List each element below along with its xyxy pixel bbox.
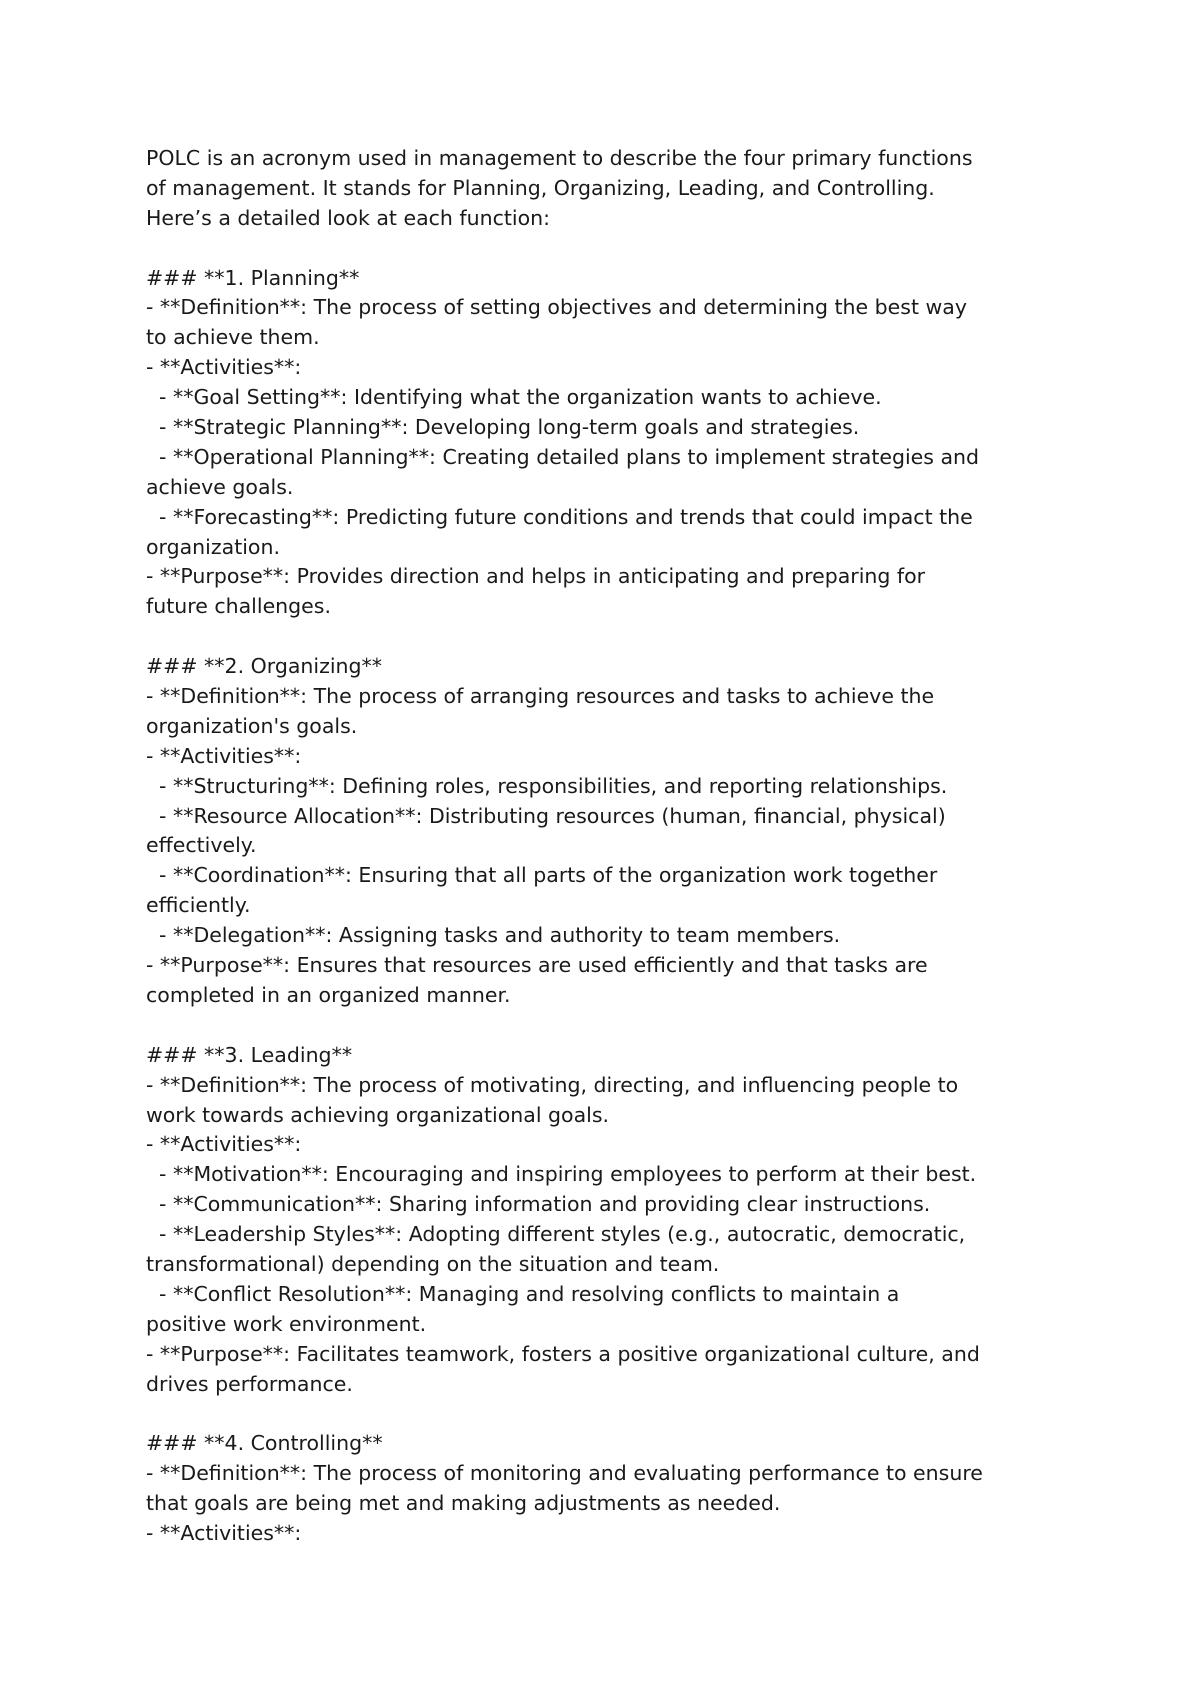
bullet-line: - **Purpose**: Provides direction and helps in anticipating and preparing for (146, 564, 926, 589)
blank-line (146, 234, 1076, 264)
text-line: completed in an organized manner. (146, 982, 511, 1007)
bullet-line: - **Activities**: (146, 355, 302, 380)
text-line: achieve goals. (146, 474, 294, 499)
text-line: organization. (146, 534, 280, 559)
text-line: Here’s a detailed look at each function: (146, 205, 551, 230)
text-line: of management. It stands for Planning, Organizing, Leading, and Controlling. (146, 175, 935, 200)
sub-bullet-line: - **Delegation**: Assigning tasks and authority to team members. (146, 923, 841, 948)
sub-bullet-line: - **Conflict Resolution**: Managing and resolving conflicts to maintain a (146, 1281, 900, 1306)
text-line: effectively. (146, 833, 257, 858)
blank-line (146, 622, 1076, 652)
text-line: transformational) depending on the situation and team. (146, 1251, 720, 1276)
sub-bullet-line: - **Communication**: Sharing information and providing clear instructions. (146, 1192, 931, 1217)
text-line: POLC is an acronym used in management to describe the four primary functions (146, 146, 973, 170)
sub-bullet-line: - **Leadership Styles**: Adopting different styles (e.g., autocratic, democratic, (146, 1222, 966, 1247)
section-heading: ### **2. Organizing** (146, 654, 383, 679)
section-heading: ### **4. Controlling** (146, 1431, 383, 1456)
sub-bullet-line: - **Forecasting**: Predicting future conditions and trends that could impact the (146, 504, 973, 529)
text-line: future challenges. (146, 594, 331, 619)
section-heading: ### **3. Leading** (146, 1042, 353, 1067)
bullet-line: - **Purpose**: Facilitates teamwork, fosters a positive organizational culture, and (146, 1341, 980, 1366)
bullet-line: - **Activities**: (146, 1520, 302, 1545)
section-heading: ### **1. Planning** (146, 265, 360, 290)
blank-line (146, 1399, 1076, 1429)
sub-bullet-line: - **Coordination**: Ensuring that all parts of the organization work together (146, 863, 938, 888)
text-line: to achieve them. (146, 325, 320, 350)
bullet-line: - **Definition**: The process of arranging resources and tasks to achieve the (146, 684, 935, 709)
bullet-line: - **Definition**: The process of setting objectives and determining the best way (146, 295, 967, 320)
bullet-line: - **Definition**: The process of monitoring and evaluating performance to ensure (146, 1461, 983, 1486)
bullet-line: - **Activities**: (146, 743, 302, 768)
bullet-line: - **Definition**: The process of motivating, directing, and influencing people to (146, 1072, 959, 1097)
sub-bullet-line: - **Structuring**: Defining roles, responsibilities, and reporting relationships. (146, 773, 948, 798)
text-line: that goals are being met and making adjustments as needed. (146, 1491, 781, 1516)
text-line: organization's goals. (146, 713, 358, 738)
text-line: work towards achieving organizational goals. (146, 1102, 610, 1127)
sub-bullet-line: - **Operational Planning**: Creating detailed plans to implement strategies and (146, 444, 980, 469)
text-line: positive work environment. (146, 1311, 427, 1336)
sub-bullet-line: - **Motivation**: Encouraging and inspiring employees to perform at their best. (146, 1162, 977, 1187)
bullet-line: - **Purpose**: Ensures that resources are used efficiently and that tasks are (146, 953, 928, 978)
sub-bullet-line: - **Resource Allocation**: Distributing resources (human, financial, physical) (146, 803, 946, 828)
text-line: efficiently. (146, 893, 251, 918)
document-body (146, 144, 1076, 1549)
bullet-line: - **Activities**: (146, 1132, 302, 1157)
sub-bullet-line: - **Strategic Planning**: Developing long-term goals and strategies. (146, 415, 860, 440)
blank-line (146, 1011, 1076, 1041)
sub-bullet-line: - **Goal Setting**: Identifying what the organization wants to achieve. (146, 385, 882, 410)
text-line: drives performance. (146, 1371, 353, 1396)
